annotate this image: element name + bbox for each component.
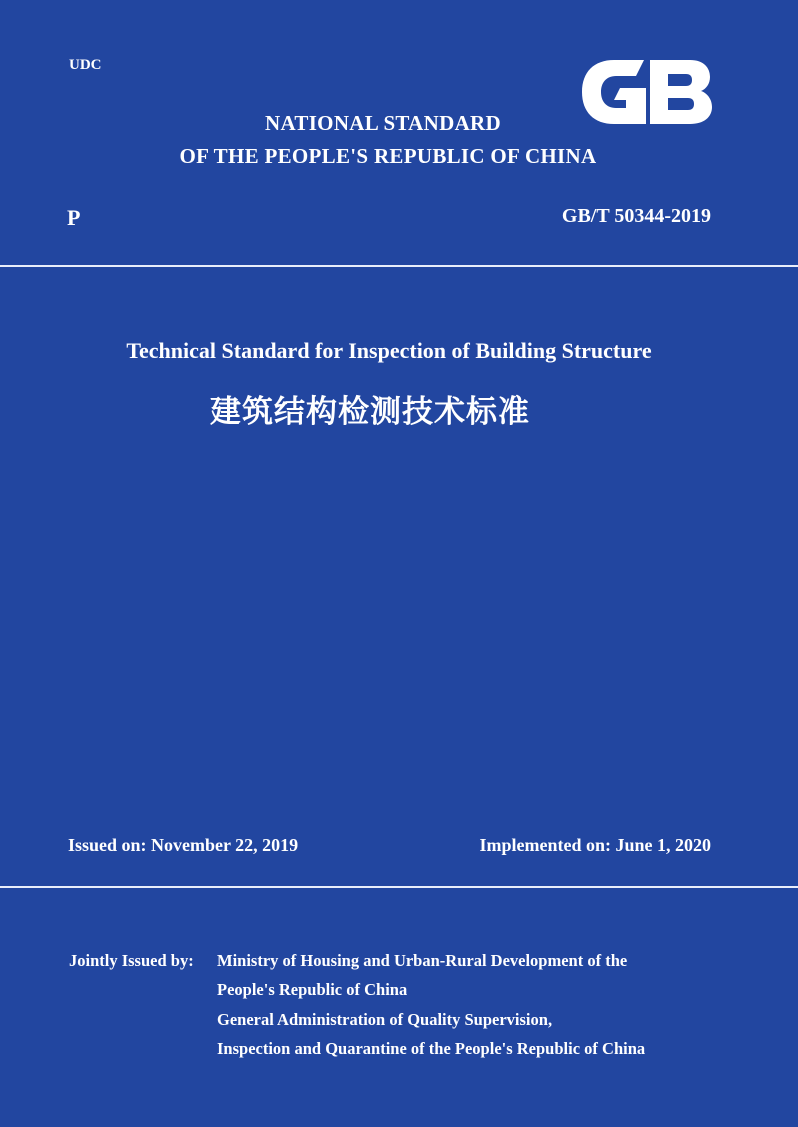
implemented-date: Implemented on: June 1, 2020 [479, 835, 711, 855]
bottom-divider [0, 886, 798, 888]
issued-date: Issued on: November 22, 2019 [68, 835, 299, 855]
republic-of-china-title: OF THE PEOPLE'S REPUBLIC OF CHINA [179, 144, 597, 168]
classification-code: P [67, 205, 81, 230]
jointly-issued-label: Jointly Issued by: [69, 951, 194, 970]
issuer-line: General Administration of Quality Supervision, [217, 1010, 553, 1029]
issuer-line: People's Republic of China [217, 980, 408, 999]
national-standard-title: NATIONAL STANDARD [265, 111, 501, 135]
issuer-line: Ministry of Housing and Urban-Rural Development of the [217, 951, 628, 970]
english-title: Technical Standard for Inspection of Building Structure [126, 338, 652, 363]
standard-number: GB/T 50344-2019 [561, 205, 711, 227]
issuer-line: Inspection and Quarantine of the People's Republic of China [217, 1039, 646, 1058]
udc-label: UDC [69, 57, 102, 73]
top-divider [0, 265, 798, 267]
chinese-title: 建筑结构检测技术标准 [210, 394, 530, 430]
